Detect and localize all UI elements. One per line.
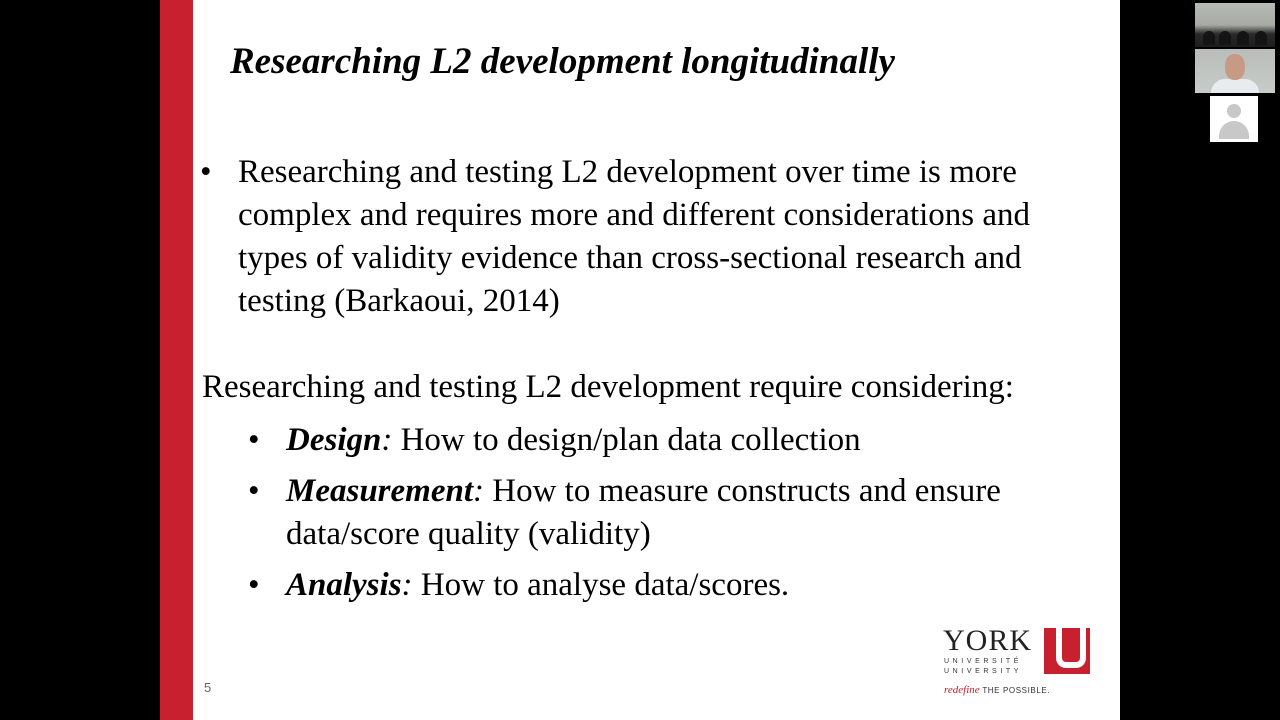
participant-video-speaker[interactable] bbox=[1195, 49, 1275, 93]
participant-video-room[interactable] bbox=[1195, 3, 1275, 47]
york-university-logo bbox=[943, 626, 1093, 696]
bullet-icon: • bbox=[248, 473, 260, 509]
term-colon: : bbox=[401, 567, 413, 603]
logo-line-english: UNIVERSITY bbox=[944, 668, 1023, 675]
participant-avatar-icon[interactable] bbox=[1210, 96, 1258, 142]
term-label: Design bbox=[286, 422, 382, 458]
slide-page-number: 5 bbox=[204, 680, 212, 695]
logo-line-french: UNIVERSITÉ bbox=[944, 658, 1023, 665]
term-description: How to design/plan data collection bbox=[392, 422, 861, 458]
intro-text: Researching and testing L2 development require considering: bbox=[202, 369, 1014, 405]
logo-u-icon bbox=[1044, 628, 1090, 674]
term-colon: : bbox=[381, 422, 393, 458]
term-description: How to analyse data/scores. bbox=[412, 567, 790, 603]
term-description: How to measure constructs and ensure data/score quality (validity) bbox=[286, 473, 1001, 552]
term-label: Measurement bbox=[286, 473, 474, 509]
bullet-icon: • bbox=[248, 567, 260, 603]
slide-accent-bar bbox=[160, 0, 193, 720]
slide-title: Researching L2 development longitudinally bbox=[230, 41, 895, 82]
shared-slide bbox=[160, 0, 1120, 720]
bullet-text: Researching and testing L2 development over time is more complex and requires more and different considerations and types of validity evidence than cross-sectional research and testing (Barkaoui, 2014) bbox=[238, 154, 1031, 319]
logo-wordmark: YORK bbox=[943, 624, 1033, 657]
term-colon: : bbox=[473, 473, 485, 509]
bullet-icon: • bbox=[248, 422, 260, 458]
term-label: Analysis bbox=[286, 567, 402, 603]
logo-tagline: redefine THE POSSIBLE. bbox=[944, 684, 1051, 696]
bullet-icon: • bbox=[200, 154, 212, 190]
